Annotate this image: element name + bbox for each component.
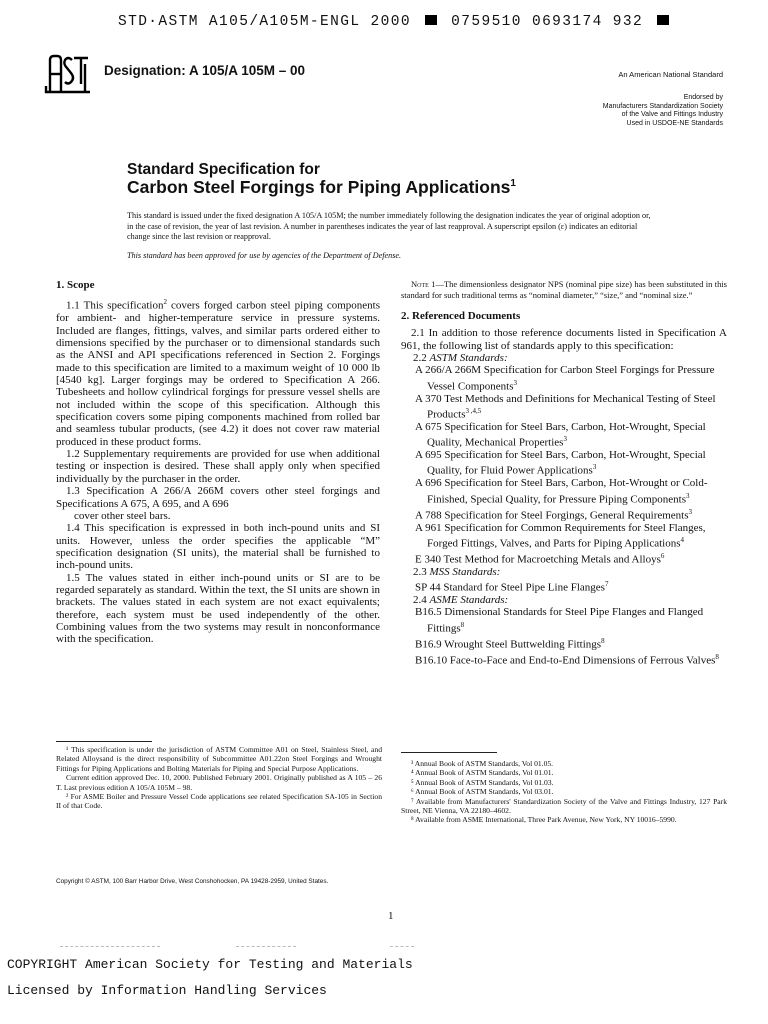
designation: Designation: A 105/A 105M – 00	[104, 63, 306, 78]
reference-item	[401, 578, 727, 594]
endorsed-line: Endorsed by	[683, 94, 723, 101]
para-text: 1.1 This specification	[66, 300, 164, 312]
footnote: ³ Annual Book of ASTM Standards, Vol 01.05.	[411, 759, 554, 768]
scan-artifact-divider	[60, 946, 160, 947]
reference-item	[401, 449, 727, 477]
title-line-2	[127, 177, 516, 198]
footnote: ⁶ Annual Book of ASTM Standards, Vol 03.01.	[411, 787, 554, 797]
section-title: ASTM Standards:	[429, 352, 508, 365]
copyright-line: Copyright © ASTM, 100 Barr Harbor Drive, West Conshohocken, PA 19428-2959, United States.	[56, 878, 329, 885]
reference-item	[401, 506, 727, 522]
reference-item	[401, 364, 727, 392]
section-number: 2.4	[413, 594, 430, 607]
reference-text: A 370 Test Methods and Definitions for Mechanical Testing of Steel Products	[415, 392, 716, 421]
american-national-standard: An American National Standard	[618, 70, 723, 79]
reference-text: SP 44 Standard for Steel Pipe Line Flanges	[415, 581, 605, 594]
paragraph-2-1: 2.1 In addition to those reference documents listed in Specification A 961, the following list of standards apply to this specification:	[401, 327, 727, 352]
footnote-mark: 2	[163, 298, 167, 307]
title-line-1: Standard Specification for	[127, 161, 320, 178]
footnote-mark: 6	[660, 551, 665, 560]
referenced-documents-heading: 2. Referenced Documents	[401, 310, 521, 322]
redaction-block	[425, 15, 437, 25]
note-label: Note 1	[411, 279, 436, 289]
footnote-mark: 3 ,4,5	[465, 406, 482, 415]
footnote-mark: 3	[592, 463, 597, 472]
reference-text: A 675 Specification for Steel Bars, Carbon, Hot-Wrought, Special Quality, Mechanical Properties	[415, 420, 706, 449]
mss-reference-list	[401, 578, 727, 594]
paragraph-1-3: 1.3 Specification A 266/A 266M covers other steel forgings and Specifications A 675, A 695, and A 696	[56, 485, 380, 510]
scope-heading: 1. Scope	[56, 279, 95, 291]
reference-text: E 340 Test Method for Macroetching Metals and Alloys	[415, 553, 661, 566]
endorsement-block	[603, 94, 723, 128]
mss-standards-heading	[401, 566, 727, 578]
reference-text: B16.10 Face-to-Face and End-to-End Dimensions of Ferrous Valves	[415, 654, 716, 667]
astm-logo-icon	[44, 54, 92, 94]
footnotes-right	[401, 759, 727, 825]
paragraph-1-4: 1.4 This specification is expressed in both inch-pound units and SI units. However, unless the order specifies the applicable “M” specification designation (SI units), the material shall be furnished to inch-pound units.	[56, 522, 380, 572]
reference-item	[401, 651, 727, 667]
issued-statement: This standard is issued under the fixed designation A 105/A 105M; the number immediately following the designation indicates the year of original adoption or, in the case of revision, the year of last revision. A number in parentheses indicates the year of last reapproval. A superscript epsilon (ε) indicates an editorial change since the last revision or reapproval.	[127, 211, 651, 242]
title-footnote-mark: 1	[510, 178, 516, 190]
reference-text: A 788 Specification for Steel Forgings, General Requirements	[415, 509, 689, 522]
note-1	[401, 279, 727, 300]
footnote: ² For ASME Boiler and Pressure Vessel Code applications see related Specification SA-105 in Section II of that Code.	[56, 792, 382, 811]
page-number: 1	[388, 910, 394, 922]
redaction-block	[657, 15, 669, 25]
reference-item	[401, 606, 727, 634]
asme-reference-list	[401, 606, 727, 666]
footnote: ⁷ Available from Manufacturers' Standardization Society of the Valve and Fittings Industry, 127 Park Street, NE Vienna, VA 22180–4602.	[401, 796, 727, 816]
footnote-mark: 8	[601, 636, 605, 645]
left-column	[56, 279, 380, 646]
reference-item	[401, 522, 727, 550]
footnote-separator	[401, 752, 497, 753]
paragraph-1-2: 1.2 Supplementary requirements are provided for use when additional testing or inspection is desired. These shall apply only when specified individually by the purchaser in the order.	[56, 448, 380, 485]
reference-text: A 961 Specification for Common Requirements for Steel Flanges, Forged Fittings, Valves, and Parts for Piping Applications	[415, 521, 706, 550]
footnote-mark: 4	[680, 535, 685, 544]
astm-reference-list	[401, 364, 727, 565]
footnote-mark: 3	[688, 507, 693, 516]
footnote-mark: 3	[563, 435, 567, 444]
footnote-separator	[56, 741, 152, 742]
std-id-text: STD·ASTM A105/A105M-ENGL 2000	[118, 14, 411, 30]
reference-item	[401, 477, 727, 505]
reference-item	[401, 393, 727, 421]
section-number: 2.3	[413, 565, 430, 578]
footnote: ⁸ Available from ASME International, Three Park Avenue, New York, NY 10016–5990.	[411, 815, 677, 825]
footnote-mark: 7	[604, 580, 609, 589]
footnote: ⁵ Annual Book of ASTM Standards, Vol 01.03.	[411, 777, 554, 787]
asme-standards-heading	[401, 594, 727, 606]
footnote-mark: 8	[460, 620, 465, 629]
section-number: 2.2	[413, 352, 430, 365]
astm-standards-heading	[401, 352, 727, 364]
footnote: Current edition approved Dec. 10, 2000. Published February 2001. Originally published as A 105 – 26 T. Last previous edition A 105/A 105M – 98.	[56, 773, 382, 792]
reference-text: A 696 Specification for Steel Bars, Carbon, Hot-Wrought or Cold-Finished, Special Quality, for Pressure Piping Components	[415, 477, 708, 506]
footnote: ⁴ Annual Book of ASTM Standards, Vol 01.01.	[411, 768, 554, 778]
reference-item	[401, 635, 727, 651]
endorsed-line: of the Valve and Fittings Industry	[621, 111, 723, 119]
reference-text: A 695 Specification for Steel Bars, Carbon, Hot-Wrought, Special Quality, for Fluid Power Applications	[415, 449, 706, 478]
note-text: —The dimensionless designator NPS (nominal pipe size) has been substituted in this standard for such traditional terms as “nominal diameter,” “size,” and “nominal size.”	[401, 279, 727, 300]
scan-artifact-divider	[236, 946, 296, 947]
footnote-mark: 8	[715, 652, 719, 661]
section-title: ASME Standards:	[429, 594, 509, 607]
scan-artifact-divider	[390, 946, 414, 947]
reference-text: A 266/A 266M Specification for Carbon Steel Forgings for Pressure Vessel Components	[415, 364, 715, 393]
title-text: Carbon Steel Forgings for Piping Applications	[127, 177, 511, 197]
footnote-mark: 3	[513, 378, 517, 387]
dod-approval-statement: This standard has been approved for use by agencies of the Department of Defense.	[127, 251, 402, 260]
document-id-line	[118, 14, 673, 30]
footnotes-left	[56, 745, 382, 811]
reference-text: B16.9 Wrought Steel Buttwelding Fittings	[415, 638, 602, 651]
license-watermark: Licensed by Information Handling Services	[7, 983, 327, 998]
barcode-number: 0759510 0693174 932	[451, 14, 644, 30]
paragraph-1-3-cont: cover other steel bars.	[74, 509, 171, 522]
paragraph-1-5: 1.5 The values stated in either inch-pound units or SI are to be regarded separately as standard. Within the text, the SI units are shown in brackets. The values stated in each system are not exact equivalents; therefore, each system must be used independently of the other. Combining values from the two systems may result in nonconformance with the specification.	[56, 571, 380, 646]
endorsed-line: Manufacturers Standardization Society	[602, 102, 723, 110]
footnote-mark: 3	[686, 491, 690, 500]
reference-item	[401, 421, 727, 449]
paragraph-1-1	[56, 296, 380, 448]
section-title: MSS Standards:	[429, 565, 501, 578]
reference-item	[401, 550, 727, 566]
right-column	[401, 279, 727, 667]
reference-text: B16.5 Dimensional Standards for Steel Pipe Flanges and Flanged Fittings	[415, 606, 704, 635]
copyright-watermark: COPYRIGHT American Society for Testing and Materials	[7, 957, 413, 972]
footnote: ¹ This specification is under the jurisdiction of ASTM Committee A01 on Steel, Stainless Steel, and Related Alloysand is the direct responsibility of Subcommittee A01.22on Steel Forgings and Wrought Fittings for Piping Applications and Bolting Materials for Piping and Special Purpose Applications.	[56, 745, 382, 773]
endorsed-line: Used in USDOE-NE Standards	[626, 119, 723, 127]
para-text: covers forged carbon steel piping components for ambient- and higher-temperature service in pressure systems. Included are flanges, fittings, valves, and similar parts ordered either to dimensions specified by the purchaser or to dimensional standards such as the ANSI and API specifications referenced in Section 2. Forgings made to this specification are limited to a maximum weight of 10 000 lb [4540 kg]. Larger forgings may be ordered to Specification A 266. Tubesheets and hollow cylindrical forgings for pressure vessel shells are not included within the scope of this specification. Although this specification covers some piping components machined from rolled bar and seamless tubular products, (see 4.2) it does not cover raw material produced in these product forms.	[56, 300, 380, 448]
